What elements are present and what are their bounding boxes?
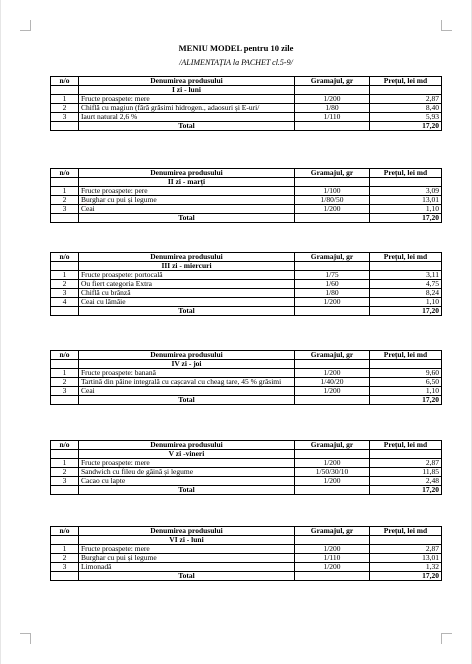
- header-no: n/o: [51, 169, 79, 178]
- product-name: Ceai: [79, 387, 295, 396]
- product-name: Fructe proaspete: pere: [79, 187, 295, 196]
- product-weight: 1/200: [295, 477, 370, 486]
- page-edge-left: [0, 0, 1, 664]
- day-gram-empty: [295, 536, 370, 545]
- day-label: VI zi - luni: [79, 536, 295, 545]
- total-gram-empty: [295, 486, 370, 495]
- day-no-empty: [51, 450, 79, 459]
- day-no-empty: [51, 86, 79, 95]
- product-weight: 1/80: [295, 289, 370, 298]
- product-weight: 1/200: [295, 369, 370, 378]
- margin-mark-bottom-right: [441, 633, 452, 644]
- total-gram-empty: [295, 214, 370, 223]
- product-weight: 1/75: [295, 271, 370, 280]
- total-row: [51, 572, 442, 581]
- day-no-empty: [51, 536, 79, 545]
- header-price: Prețul, lei md: [370, 441, 442, 450]
- day-row: [51, 262, 442, 271]
- product-price: 1,10: [370, 205, 442, 214]
- table-header-row: [51, 441, 442, 450]
- total-no-empty: [51, 122, 79, 131]
- total-value: 17,20: [370, 396, 442, 405]
- table-row: [51, 477, 442, 486]
- row-number: 4: [51, 298, 79, 307]
- product-weight: 1/110: [295, 554, 370, 563]
- product-name: Chiflă cu brânză: [79, 289, 295, 298]
- product-weight: 1/100: [295, 187, 370, 196]
- day-label: V zi -vineri: [79, 450, 295, 459]
- day-row: [51, 86, 442, 95]
- total-row: [51, 486, 442, 495]
- total-gram-empty: [295, 122, 370, 131]
- menu-day-table: [50, 252, 442, 316]
- product-name: Fructe proaspete: mere: [79, 459, 295, 468]
- row-number: 2: [51, 196, 79, 205]
- spellcheck-word: Burghar: [81, 195, 106, 204]
- header-weight: Gramajul, gr: [295, 441, 370, 450]
- product-price: 1,10: [370, 298, 442, 307]
- day-row: [51, 178, 442, 187]
- row-number: 1: [51, 459, 79, 468]
- product-weight: 1/200: [295, 205, 370, 214]
- menu-day-table: [50, 440, 442, 495]
- day-label: I zi - luni: [79, 86, 295, 95]
- product-name: Sandwich cu fileu de găină și legume: [79, 468, 295, 477]
- product-price: 3,11: [370, 271, 442, 280]
- total-value: 17,20: [370, 214, 442, 223]
- header-product-name: Denumirea produsului: [79, 527, 295, 536]
- product-price: 2,48: [370, 477, 442, 486]
- row-number: 1: [51, 545, 79, 554]
- row-number: 3: [51, 205, 79, 214]
- product-name: Burghar cu pui și legume: [79, 196, 295, 205]
- header-price: Prețul, lei md: [370, 77, 442, 86]
- product-price: 1,32: [370, 563, 442, 572]
- table-header-row: [51, 527, 442, 536]
- row-number: 3: [51, 563, 79, 572]
- table-row: [51, 104, 442, 113]
- row-number: 2: [51, 468, 79, 477]
- menu-day-table: [50, 526, 442, 581]
- document-subtitle: /ALIMENTAȚIA la PACHET cl.5-9/: [179, 58, 293, 67]
- table-row: [51, 468, 442, 477]
- product-name: Ou fiert categoria Extra: [79, 280, 295, 289]
- row-number: 2: [51, 378, 79, 387]
- menu-day-table: [50, 350, 442, 405]
- header-no: n/o: [51, 77, 79, 86]
- row-number: 2: [51, 280, 79, 289]
- header-weight: Gramajul, gr: [295, 527, 370, 536]
- product-name: Limonadă: [79, 563, 295, 572]
- product-name: Ceai cu lămâie: [79, 298, 295, 307]
- header-product-name: Denumirea produsului: [79, 351, 295, 360]
- day-no-empty: [51, 178, 79, 187]
- header-weight: Gramajul, gr: [295, 253, 370, 262]
- total-no-empty: [51, 214, 79, 223]
- product-name: Cacao cu lapte: [79, 477, 295, 486]
- product-name: Burghar cu pui și legume: [79, 554, 295, 563]
- day-gram-empty: [295, 178, 370, 187]
- total-value: 17,20: [370, 307, 442, 316]
- day-gram-empty: [295, 360, 370, 369]
- total-label: Total: [79, 214, 295, 223]
- table-row: [51, 554, 442, 563]
- row-number: 3: [51, 113, 79, 122]
- menu-day-table: [50, 168, 442, 223]
- total-value: 17,20: [370, 572, 442, 581]
- table-row: [51, 545, 442, 554]
- header-no: n/o: [51, 253, 79, 262]
- header-price: Prețul, lei md: [370, 169, 442, 178]
- product-name: Iaurt natural 2,6 %: [79, 113, 295, 122]
- day-label: III zi - miercuri: [79, 262, 295, 271]
- table-row: [51, 378, 442, 387]
- margin-mark-top-right: [441, 20, 452, 31]
- product-weight: 1/200: [295, 459, 370, 468]
- product-price: 13,01: [370, 196, 442, 205]
- header-product-name: Denumirea produsului: [79, 169, 295, 178]
- product-price: 2,87: [370, 459, 442, 468]
- product-price: 4,75: [370, 280, 442, 289]
- product-name: Fructe proaspete: portocală: [79, 271, 295, 280]
- product-name: Fructe proaspete: mere: [79, 545, 295, 554]
- row-number: 2: [51, 554, 79, 563]
- row-number: 1: [51, 369, 79, 378]
- total-row: [51, 396, 442, 405]
- day-price-empty: [370, 178, 442, 187]
- day-label: IV zi - joi: [79, 360, 295, 369]
- product-price: 3,09: [370, 187, 442, 196]
- total-gram-empty: [295, 572, 370, 581]
- product-price: 2,87: [370, 95, 442, 104]
- product-weight: 1/200: [295, 563, 370, 572]
- product-price: 9,60: [370, 369, 442, 378]
- day-price-empty: [370, 360, 442, 369]
- product-weight: 1/110: [295, 113, 370, 122]
- table-row: [51, 369, 442, 378]
- product-price: 1,10: [370, 387, 442, 396]
- day-price-empty: [370, 450, 442, 459]
- total-label: Total: [79, 396, 295, 405]
- product-price: 6,50: [370, 378, 442, 387]
- product-weight: 1/200: [295, 298, 370, 307]
- spellcheck-word: Burghar: [81, 553, 106, 562]
- header-product-name: Denumirea produsului: [79, 441, 295, 450]
- header-weight: Gramajul, gr: [295, 351, 370, 360]
- product-weight: 1/80/50: [295, 196, 370, 205]
- total-no-empty: [51, 572, 79, 581]
- product-price: 8,24: [370, 289, 442, 298]
- day-price-empty: [370, 536, 442, 545]
- total-row: [51, 214, 442, 223]
- header-weight: Gramajul, gr: [295, 77, 370, 86]
- margin-mark-top-left: [20, 20, 31, 31]
- day-no-empty: [51, 262, 79, 271]
- header-product-name: Denumirea produsului: [79, 253, 295, 262]
- document-title: MENIU MODEL pentru 10 zile: [178, 43, 294, 53]
- product-name: Ceai: [79, 205, 295, 214]
- total-value: 17,20: [370, 122, 442, 131]
- day-price-empty: [370, 86, 442, 95]
- row-number: 1: [51, 95, 79, 104]
- table-row: [51, 280, 442, 289]
- product-name: Fructe proaspete: mere: [79, 95, 295, 104]
- table-header-row: [51, 351, 442, 360]
- day-price-empty: [370, 262, 442, 271]
- table-header-row: [51, 77, 442, 86]
- table-row: [51, 289, 442, 298]
- product-weight: 1/80: [295, 104, 370, 113]
- table-row: [51, 459, 442, 468]
- menu-day-table: [50, 76, 442, 131]
- product-name: Chiflă cu magiun (fără grăsimi hidrogen., adaosuri și E-uri/: [79, 104, 295, 113]
- product-weight: 1/200: [295, 545, 370, 554]
- header-no: n/o: [51, 351, 79, 360]
- total-label: Total: [79, 122, 295, 131]
- header-weight: Gramajul, gr: [295, 169, 370, 178]
- product-name: Tartină din pâine integrală cu cașcaval cu cheag tare, 45 % grăsimi: [79, 378, 295, 387]
- day-gram-empty: [295, 86, 370, 95]
- row-number: 3: [51, 387, 79, 396]
- day-label: II zi - marți: [79, 178, 295, 187]
- day-gram-empty: [295, 262, 370, 271]
- row-number: 3: [51, 477, 79, 486]
- table-row: [51, 196, 442, 205]
- product-weight: 1/50/30/10: [295, 468, 370, 477]
- product-price: 8,40: [370, 104, 442, 113]
- header-price: Prețul, lei md: [370, 527, 442, 536]
- row-number: 1: [51, 187, 79, 196]
- product-weight: 1/60: [295, 280, 370, 289]
- header-price: Prețul, lei md: [370, 253, 442, 262]
- header-product-name: Denumirea produsului: [79, 77, 295, 86]
- table-row: [51, 95, 442, 104]
- table-row: [51, 298, 442, 307]
- product-price: 13,01: [370, 554, 442, 563]
- product-name: Fructe proaspete: banană: [79, 369, 295, 378]
- table-row: [51, 205, 442, 214]
- table-row: [51, 187, 442, 196]
- day-row: [51, 536, 442, 545]
- product-price: 11,85: [370, 468, 442, 477]
- row-number: 1: [51, 271, 79, 280]
- product-weight: 1/200: [295, 95, 370, 104]
- product-price: 2,87: [370, 545, 442, 554]
- table-row: [51, 387, 442, 396]
- total-label: Total: [79, 572, 295, 581]
- day-row: [51, 450, 442, 459]
- table-row: [51, 271, 442, 280]
- total-row: [51, 307, 442, 316]
- table-header-row: [51, 169, 442, 178]
- total-label: Total: [79, 486, 295, 495]
- total-gram-empty: [295, 396, 370, 405]
- margin-mark-bottom-left: [20, 633, 31, 644]
- total-gram-empty: [295, 307, 370, 316]
- day-gram-empty: [295, 450, 370, 459]
- row-number: 3: [51, 289, 79, 298]
- total-no-empty: [51, 486, 79, 495]
- day-row: [51, 360, 442, 369]
- product-price: 5,93: [370, 113, 442, 122]
- total-row: [51, 122, 442, 131]
- day-no-empty: [51, 360, 79, 369]
- table-row: [51, 563, 442, 572]
- total-no-empty: [51, 307, 79, 316]
- row-number: 2: [51, 104, 79, 113]
- product-weight: 1/200: [295, 387, 370, 396]
- header-price: Prețul, lei md: [370, 351, 442, 360]
- total-value: 17,20: [370, 486, 442, 495]
- header-no: n/o: [51, 441, 79, 450]
- table-header-row: [51, 253, 442, 262]
- total-label: Total: [79, 307, 295, 316]
- header-no: n/o: [51, 527, 79, 536]
- table-row: [51, 113, 442, 122]
- total-no-empty: [51, 396, 79, 405]
- product-weight: 1/40/20: [295, 378, 370, 387]
